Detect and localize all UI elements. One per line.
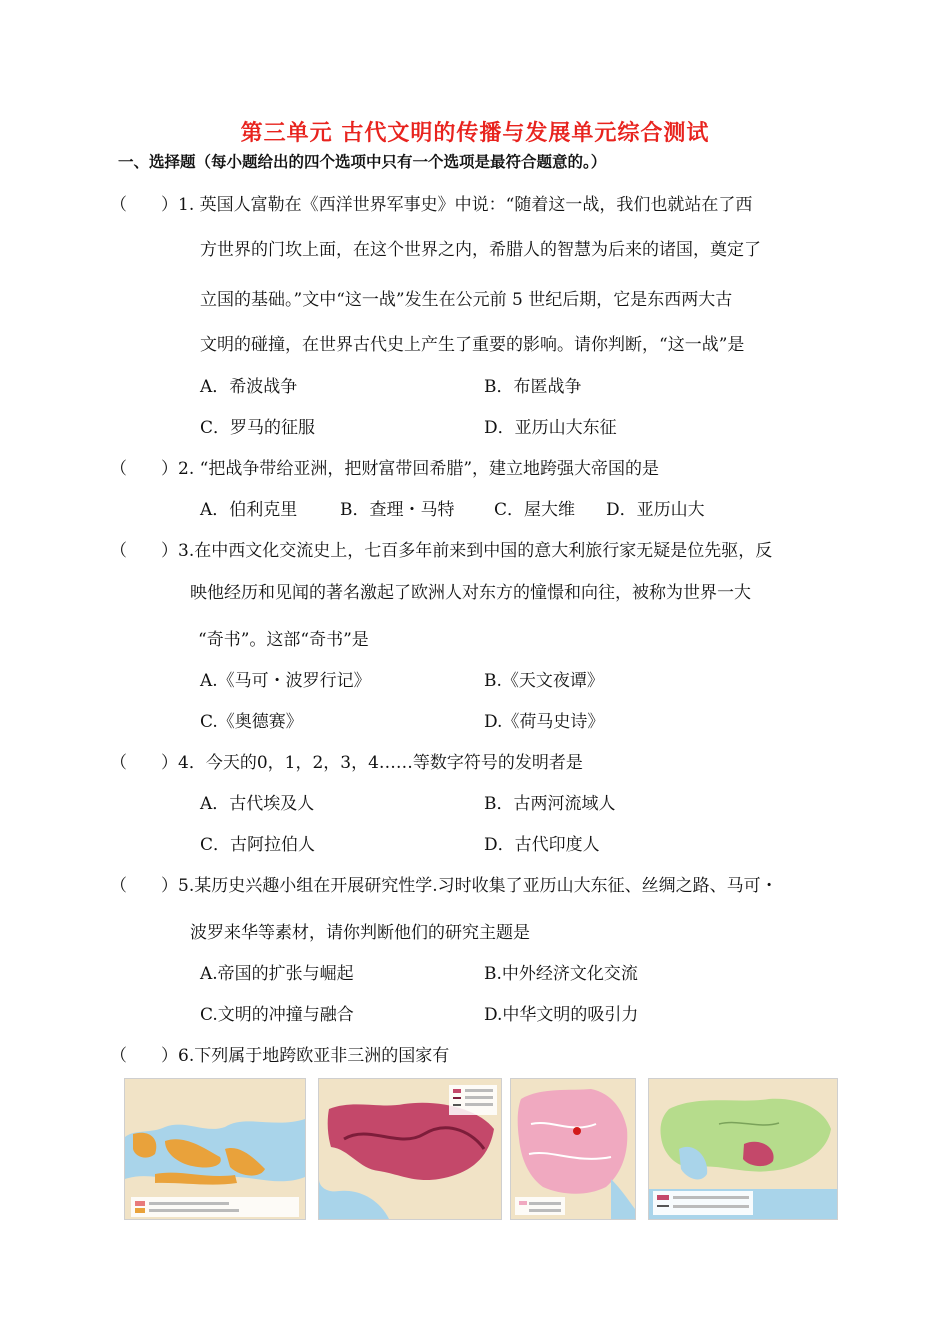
q2-line-1: （ ）2. “把战争带给亚洲，把财富带回希腊”，建立地跨强大帝国的是 [110,459,660,479]
q4-option-d[interactable]: D．古代印度人 [484,835,600,855]
q3-line-3: “奇书”。这部“奇书”是 [198,630,369,650]
q4-option-c[interactable]: C．古阿拉伯人 [200,835,316,855]
q5-option-d[interactable]: D.中华文明的吸引力 [484,1005,639,1025]
q3-option-b[interactable]: B.《天文夜谭》 [484,671,604,691]
q5-option-c[interactable]: C.文明的冲撞与融合 [200,1005,354,1025]
q1-option-d[interactable]: D．亚历山大东征 [484,418,617,438]
map-option-4[interactable] [648,1078,838,1220]
q3-line-1: （ ）3.在中西文化交流史上，七百多年前来到中国的意大利旅行家无疑是位先驱，反 [110,541,773,561]
q1-line-1: （ ）1. 英国人富勒在《西洋世界军事史》中说：“随着这一战，我们也就站在了西 [110,195,753,215]
q5-line-2: 波罗来华等素材，请你判断他们的研究主题是 [190,923,530,943]
q3-option-c[interactable]: C.《奥德赛》 [200,712,303,732]
q5-option-b[interactable]: B.中外经济文化交流 [484,964,638,984]
q2-option-d[interactable]: D．亚历山大 [606,500,705,520]
q1-line-2: 方世界的门坎上面，在这个世界之内，希腊人的智慧为后来的诸国，奠定了 [200,240,761,260]
q4-option-a[interactable]: A．古代埃及人 [200,794,315,814]
page-title: 第三单元 古代文明的传播与发展单元综合测试 [240,120,710,146]
q2-option-b[interactable]: B．查理・马特 [340,500,455,520]
q2-option-c[interactable]: C．屋大维 [494,500,576,520]
q1-option-b[interactable]: B．布匿战争 [484,377,582,397]
q3-line-2: 映他经历和见闻的著名激起了欧洲人对东方的憧憬和向往，被称为世界一大 [190,583,751,603]
q1-option-c[interactable]: C．罗马的征服 [200,418,316,438]
q1-line-4: 文明的碰撞，在世界古代史上产生了重要的影响。请你判断，“这一战”是 [200,335,745,355]
map-option-2[interactable] [318,1078,502,1220]
q3-option-d[interactable]: D.《荷马史诗》 [484,712,605,732]
q4-option-b[interactable]: B．古两河流域人 [484,794,616,814]
q4-line-1: （ ）4．今天的0，1，2，3，4……等数字符号的发明者是 [110,753,583,773]
map-option-1[interactable] [124,1078,306,1220]
q5-option-a[interactable]: A.帝国的扩张与崛起 [200,964,354,984]
q1-line-3: 立国的基础。”文中“这一战”发生在公元前 5 世纪后期，它是东西两大古 [200,290,733,310]
q3-option-a[interactable]: A.《马可・波罗行记》 [200,671,371,691]
q6-line-1: （ ）6.下列属于地跨欧亚非三洲的国家有 [110,1046,450,1066]
section-heading: 一、选择题（每小题给出的四个选项中只有一个选项是最符合题意的。） [118,152,607,171]
q1-option-a[interactable]: A．希波战争 [200,377,298,397]
map-option-3[interactable] [510,1078,636,1220]
q2-option-a[interactable]: A．伯利克里 [200,500,298,520]
q5-line-1: （ ）5.某历史兴趣小组在开展研究性学.习时收集了亚历山大东征、丝绸之路、马可・ [110,876,778,896]
